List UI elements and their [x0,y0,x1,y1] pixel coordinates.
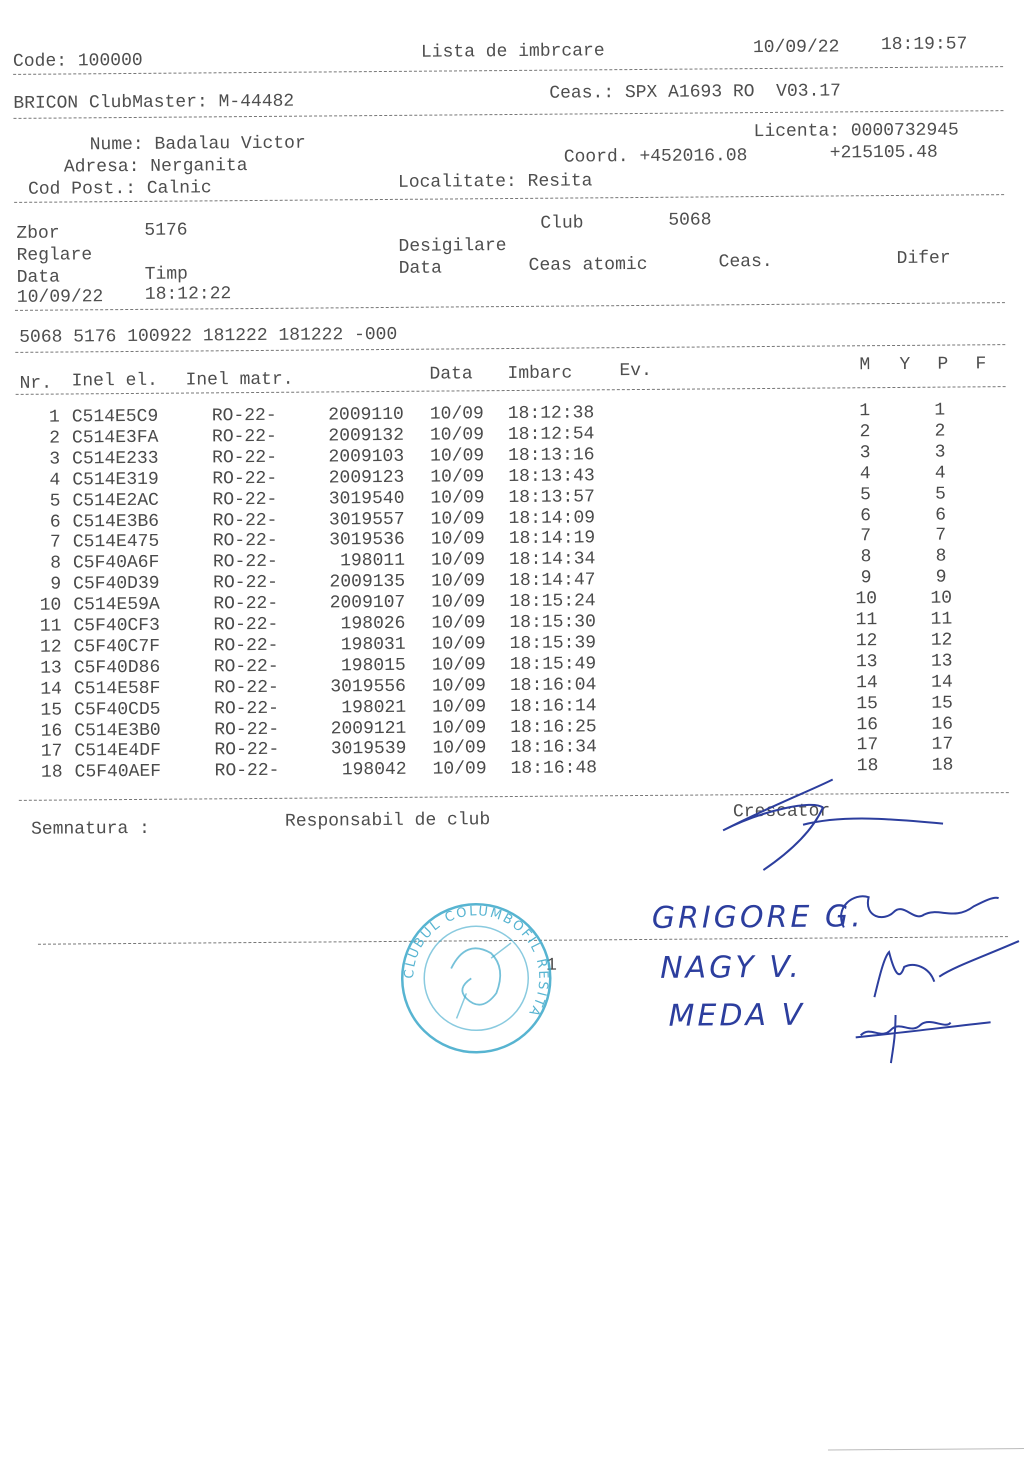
ring-number: 198015 [340,655,406,677]
row-number: 3 [49,449,61,470]
fancier-name: Nume: Badalau Victor [89,133,306,156]
breeder-signature [703,768,964,870]
breeder-label: Crescator [732,801,831,823]
electronic-ring: C514E4DF [74,741,161,762]
basketing-date: 10/09 [429,404,484,425]
desigilare-label: Desigilare [398,236,507,257]
basketing-time: 18:15:30 [509,612,596,634]
row-number: 4 [49,470,61,491]
p-value: 13 [930,651,953,672]
basketing-time: 18:13:43 [508,466,595,487]
stamp-text: CLUBUL COLUMBOFIL RESITA [402,904,551,1021]
basketing-time: 18:15:24 [509,591,596,613]
basketing-date: 10/09 [430,446,485,467]
row-number: 6 [49,512,61,533]
basketing-time: 18:12:54 [507,424,595,445]
m-value: 7 [860,526,872,547]
p-value: 18 [931,755,954,777]
ring-prefix: RO-22- [213,614,279,636]
coordinates-lon: +215105.48 [829,142,938,164]
ring-number: 2009121 [330,718,407,739]
ring-prefix: RO-22- [212,531,278,552]
basketing-time: 18:14:19 [508,528,596,550]
row-number: 8 [50,553,62,574]
p-value: 5 [934,484,946,505]
basketing-date: 10/09 [431,571,486,592]
electronic-ring: C514E319 [72,469,159,491]
row-number: 18 [40,762,63,784]
electronic-ring: C514E3B6 [72,511,160,532]
basketing-date: 10/09 [432,717,487,739]
clock-col-label: Ceas. [718,251,773,273]
p-value: 14 [931,672,953,693]
ring-prefix: RO-22- [214,698,280,719]
data-label: Data [16,267,61,288]
basketing-date: 10/09 [431,675,487,697]
ring-prefix: RO-22- [211,426,277,448]
m-value: 14 [856,672,878,693]
basketing-date: 10/09 [432,696,487,718]
m-value: 3 [859,442,871,464]
row-number: 1 [48,407,60,428]
page-number: 1 [546,955,558,976]
flight-label: Zbor [16,223,60,244]
col-header-basketing: Imbarc [507,363,573,385]
basketing-time: 18:13:16 [508,445,595,466]
p-value: 4 [934,463,946,484]
ring-prefix: RO-22- [212,447,278,469]
col-header-nr: Nr. [19,373,53,394]
electronic-ring: C514E5C9 [71,406,159,428]
ring-number: 3019557 [328,509,405,530]
p-value: 17 [931,734,954,756]
club-stamp [396,898,557,1059]
fancier-locality: Localitate: Resita [397,171,593,193]
basketing-time: 18:16:14 [510,695,597,717]
m-value: 12 [855,631,878,652]
electronic-ring: C5F40AEF [74,762,162,783]
m-value: 4 [859,463,871,484]
m-value: 5 [859,484,871,505]
ring-prefix: RO-22- [213,573,279,594]
p-value: 8 [935,546,947,567]
ring-number: 2009107 [329,592,406,614]
basketing-time: 18:14:34 [508,549,596,571]
col-header-p: P [937,354,949,375]
code-label: Code: 100000 [12,50,143,72]
basketing-time: 18:16:34 [510,737,597,759]
ring-number: 2009123 [328,467,405,489]
page-edge-line [828,1448,1024,1451]
handwritten-signature-3 [850,1004,1010,1065]
coordinates-lat: Coord. +452016.08 [563,146,748,168]
ring-number: 2009135 [329,572,406,593]
p-value: 6 [935,505,947,526]
col-header-ring-el: Inel el. [71,370,159,392]
flight-number: 5176 [144,220,188,241]
m-value: 8 [860,547,872,568]
basketing-time: 18:15:49 [509,654,597,675]
reglare-time: 18:12:22 [144,284,232,305]
basketing-time: 18:16:48 [510,758,598,780]
ring-prefix: RO-22- [211,405,277,427]
document-title: Lista de imbrcare [420,41,605,63]
row-number: 7 [49,532,61,554]
timp-label: Timp [144,264,189,285]
col-header-y: Y [899,354,911,375]
ring-number: 2009110 [328,404,404,426]
difference-label: Difer [896,248,951,269]
p-value: 2 [934,421,946,442]
row-number: 13 [40,658,62,679]
m-value: 11 [855,610,878,631]
electronic-ring: C514E59A [73,594,160,616]
p-value: 15 [931,693,953,714]
row-number: 2 [49,428,61,449]
col-header-ev: Ev. [619,360,652,382]
basketing-time: 18:13:57 [508,486,595,508]
ring-number: 198011 [340,551,406,572]
basketing-date: 10/09 [430,466,485,488]
fancier-postcode: Cod Post.: Calnic [27,178,212,200]
reglare-label: Reglare [16,245,93,266]
m-value: 15 [856,693,878,714]
print-time: 18:19:57 [880,34,968,56]
basketing-time: 18:14:47 [509,570,596,592]
electronic-ring: C514E233 [72,448,159,470]
m-value: 2 [859,422,871,443]
club-responsible-label: Responsabil de club [284,810,491,832]
p-value: 11 [930,609,953,630]
electronic-ring: C5F40D86 [73,657,161,679]
p-value: 9 [935,567,947,588]
m-value: 17 [856,735,879,756]
ring-prefix: RO-22- [214,740,280,761]
divider [13,66,1003,75]
ring-prefix: RO-22- [213,593,279,615]
electronic-ring: C514E2AC [72,490,159,512]
ring-prefix: RO-22- [213,635,279,657]
p-value: 1 [934,400,946,421]
p-value: 12 [930,630,953,651]
ring-number: 198021 [341,697,407,718]
electronic-ring: C5F40D39 [73,573,160,595]
m-value: 1 [859,401,871,422]
p-value: 7 [935,525,947,547]
basketing-date: 10/09 [431,634,486,655]
ring-prefix: RO-22- [212,552,278,573]
handwritten-signature-2 [844,936,1024,1007]
basketing-date: 10/09 [431,613,486,634]
basketing-date: 10/09 [430,550,486,571]
ring-prefix: RO-22- [212,489,278,510]
basketing-date: 10/09 [429,425,485,446]
ring-prefix: RO-22- [214,761,280,782]
row-number: 9 [50,574,62,595]
summary-line: 5068 5176 100922 181222 181222 -000 [19,324,398,348]
club-label: Club [540,213,584,234]
ring-number: 2009132 [328,425,405,447]
row-number: 16 [40,721,63,742]
electronic-ring: C5F40A6F [72,553,160,574]
p-value: 10 [930,588,953,609]
ring-prefix: RO-22- [212,468,278,490]
divider [16,386,1006,395]
row-number: 10 [39,595,62,616]
col-header-m: M [859,355,871,376]
basketing-date: 10/09 [431,655,486,676]
basketing-time: 18:16:04 [509,675,597,696]
ring-prefix: RO-22- [213,656,279,678]
row-number: 12 [39,637,62,658]
m-value: 13 [855,651,878,673]
basketing-date: 10/09 [430,508,485,530]
row-number: 17 [40,741,63,763]
basketing-time: 18:16:25 [510,716,597,738]
basketing-time: 18:12:38 [507,403,595,425]
basketing-time: 18:15:39 [509,633,597,654]
handwritten-name-3: MEDA V [668,997,806,1034]
basketing-time: 18:14:09 [508,507,596,529]
basketing-date: 10/09 [431,592,486,613]
fancier-address: Adresa: Nerganita [63,156,248,178]
reglare-date: 10/09/22 [16,287,104,308]
handwritten-name-1: GRIGORE G. [651,899,864,936]
m-value: 16 [856,714,879,735]
electronic-ring: C514E3B0 [74,720,161,741]
handwritten-signature-1 [824,886,1004,937]
col-header-ring-matr: Inel matr. [185,369,294,391]
electronic-ring: C5F40C7F [73,636,161,658]
electronic-ring: C514E58F [73,678,161,700]
m-value: 6 [860,505,872,526]
electronic-ring: C514E3FA [71,427,159,449]
data-label-2: Data [398,258,442,279]
basketing-date: 10/09 [432,759,487,780]
basketing-date: 10/09 [430,529,485,551]
col-header-date: Data [429,364,473,385]
row-number: 11 [39,616,62,637]
m-value: 10 [855,589,878,610]
electronic-ring: C5F40CD5 [74,699,161,721]
print-date: 10/09/22 [752,37,840,59]
ring-number: 3019540 [328,488,405,510]
club-number: 5068 [668,210,712,231]
ring-prefix: RO-22- [212,510,278,531]
ring-number: 198042 [341,760,407,781]
atomic-clock-label: Ceas atomic [528,254,648,276]
ring-prefix: RO-22- [214,719,280,740]
ring-number: 3019536 [329,530,405,551]
handwritten-name-2: NAGY V. [660,949,803,986]
m-value: 9 [860,568,872,589]
m-value: 18 [856,756,879,777]
basketing-date: 10/09 [430,487,485,509]
ring-number: 3019539 [330,739,407,760]
signature-label: Semnatura : [30,818,150,840]
ring-prefix: RO-22- [213,677,279,699]
electronic-ring: C5F40CF3 [73,615,160,637]
ring-number: 3019556 [330,676,407,698]
row-number: 5 [49,491,61,512]
system-label: BRICON ClubMaster: M-44482 [13,91,295,114]
licence-number: Licenta: 0000732945 [753,120,959,143]
electronic-ring: C514E475 [72,532,160,553]
ring-number: 2009103 [328,446,405,468]
p-value: 16 [931,714,954,735]
row-number: 14 [40,679,63,700]
col-header-f: F [975,354,987,375]
p-value: 3 [934,442,946,463]
basketing-date: 10/09 [432,738,487,760]
ring-number: 198031 [340,634,406,656]
row-number: 15 [40,700,63,721]
ring-number: 198026 [340,613,406,635]
clock-label: Ceas.: SPX A1693 RO V03.17 [549,81,842,104]
